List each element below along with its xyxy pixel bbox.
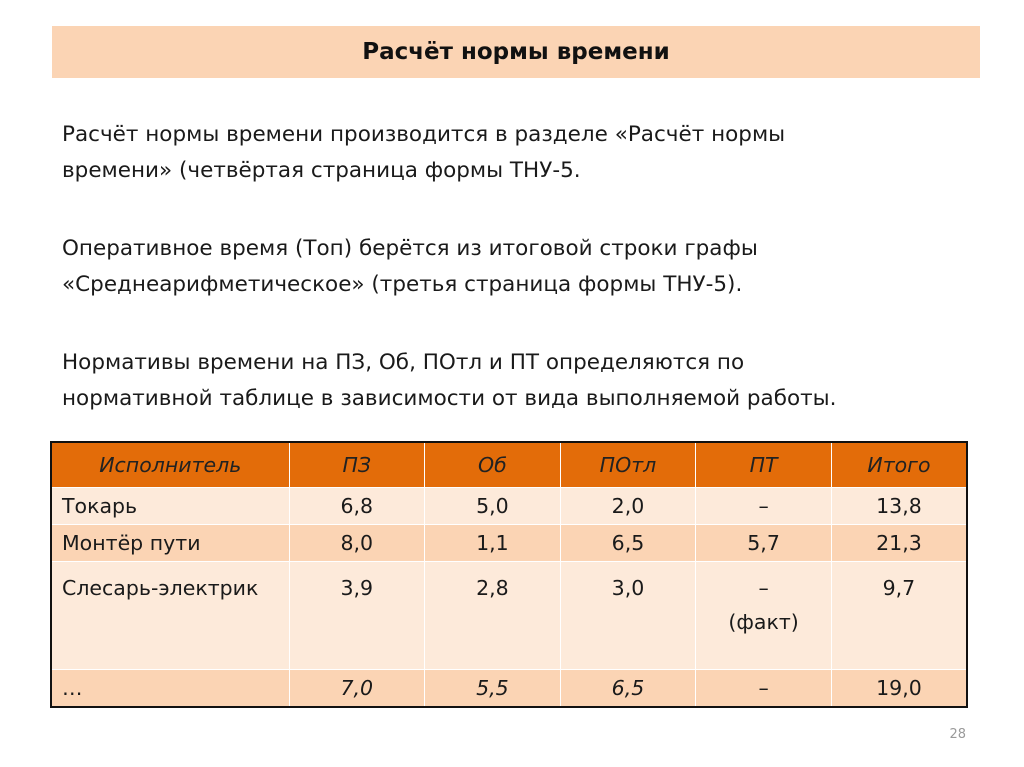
table-cell: 1,1 [425,524,561,561]
time-norms-table [50,441,968,708]
table-cell: 3,0 [560,561,696,669]
paragraph-1 [62,117,992,189]
table-cell: 6,5 [560,524,696,561]
paragraph-1-line-1: Расчёт нормы времени производится в разделе «Расчёт нормы [62,122,786,147]
table-cell: 2,8 [425,561,561,669]
body-text [62,117,992,459]
header-cell-ob: Об [425,442,561,488]
table-cell: – [696,669,832,707]
paragraph-1-line-2: времени» (четвёртая страница формы ТНУ-5. [62,158,581,183]
header-cell-executor: Исполнитель [51,442,289,488]
cell-note: (факт) [728,609,799,634]
header-cell-potl: ПОтл [560,442,696,488]
table-cell: … [51,669,289,707]
table-cell: 6,8 [289,488,425,525]
table-row [51,488,967,525]
table-cell: 5,5 [425,669,561,707]
header-cell-pt: ПТ [696,442,832,488]
table-cell-pt-fact [696,561,832,669]
table-row [51,561,967,669]
table-cell: 8,0 [289,524,425,561]
page-number: 28 [949,727,966,742]
table-cell: Слесарь-электрик [51,561,289,669]
header-cell-total: Итого [831,442,967,488]
table-header-row [51,442,967,488]
table-cell: 13,8 [831,488,967,525]
title-band [52,26,980,78]
table-row [51,669,967,707]
paragraph-3-line-1: Нормативы времени на ПЗ, Об, ПОтл и ПТ определяются по [62,350,745,375]
slide-title: Расчёт нормы времени [362,39,670,65]
table-cell: 7,0 [289,669,425,707]
table-cell: Монтёр пути [51,524,289,561]
paragraph-2-line-1: Оперативное время (Топ) берётся из итоговой строки графы [62,236,758,261]
table-cell: 5,0 [425,488,561,525]
table-cell: 5,7 [696,524,832,561]
table-cell: – [696,488,832,525]
table-cell: 2,0 [560,488,696,525]
cell-value: – [758,575,769,600]
paragraph-2-line-2: «Среднеарифметическое» (третья страница формы ТНУ-5). [62,272,743,297]
paragraph-3-line-2: нормативной таблице в зависимости от вида выполняемой работы. [62,386,837,411]
table-cell: 3,9 [289,561,425,669]
table-cell: 9,7 [831,561,967,669]
paragraph-2 [62,231,992,303]
table-cell: 6,5 [560,669,696,707]
paragraph-3 [62,345,992,417]
table-cell: 21,3 [831,524,967,561]
table-row [51,524,967,561]
header-cell-pz: ПЗ [289,442,425,488]
table-cell: 19,0 [831,669,967,707]
table-cell: Токарь [51,488,289,525]
